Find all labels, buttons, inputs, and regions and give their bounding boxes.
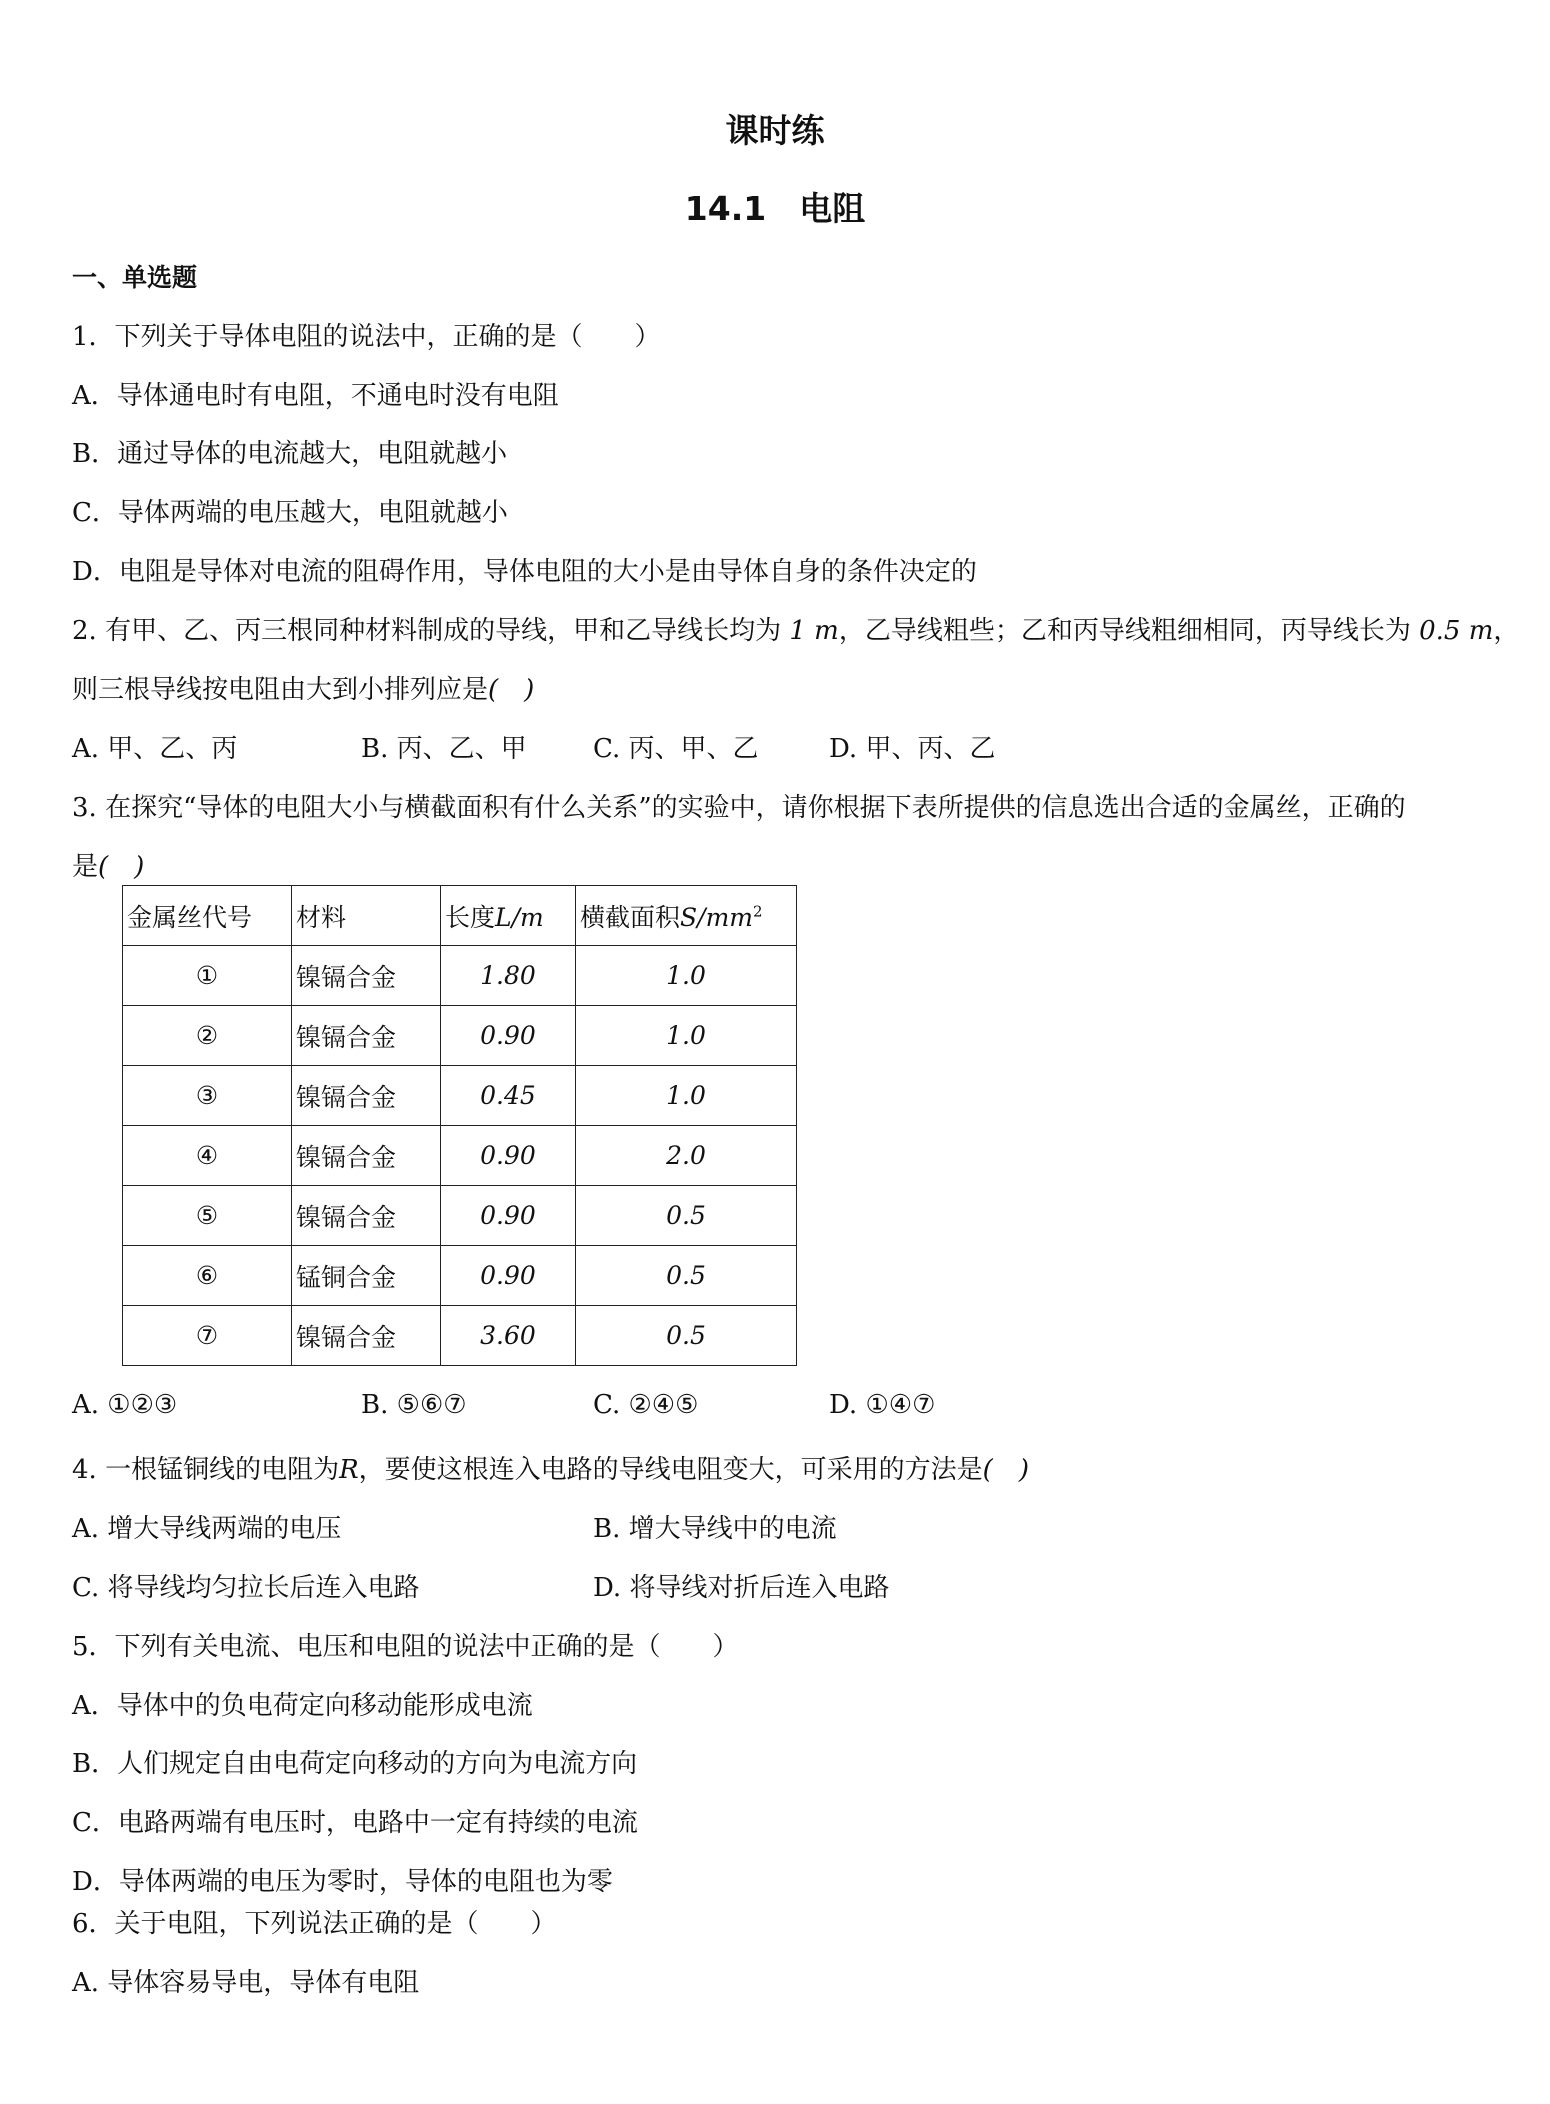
question-1-option-d: D．电阻是导体对电流的阻碍作用，导体电阻的大小是由导体自身的条件决定的: [72, 557, 977, 587]
question-5-option-a: A．导体中的负电荷定向移动能形成电流: [72, 1691, 533, 1721]
table-header-row: [123, 886, 797, 946]
question-6-stem: 6．关于电阻，下列说法正确的是（ ）: [72, 1909, 557, 1939]
wire-length: 1.80: [441, 946, 576, 1006]
wire-area: 1.0: [576, 1066, 797, 1126]
question-5-option-b: B．人们规定自由电荷定向移动的方向为电流方向: [72, 1749, 638, 1779]
table-row: [123, 1126, 797, 1186]
header-material: 材料: [292, 886, 441, 946]
question-2-option-c: C. 丙、甲、乙: [593, 734, 759, 764]
question-3-option-d: D. ①④⑦: [829, 1390, 936, 1420]
wire-length: 0.90: [441, 1186, 576, 1246]
wire-area: 0.5: [576, 1246, 797, 1306]
lesson-subtitle: 14.1 电阻: [684, 189, 866, 228]
question-1-option-a: A．导体通电时有电阻，不通电时没有电阻: [72, 381, 559, 411]
table-row: [123, 1306, 797, 1366]
question-4-option-a: A. 增大导线两端的电压: [72, 1514, 342, 1544]
wire-length: 0.45: [441, 1066, 576, 1126]
wire-material: 镍镉合金: [292, 1066, 441, 1126]
question-1-option-c: C．导体两端的电压越大，电阻就越小: [72, 498, 508, 528]
question-2-option-a: A. 甲、乙、丙: [72, 734, 238, 764]
question-3-option-b: B. ⑤⑥⑦: [361, 1390, 467, 1420]
wire-material: 锰铜合金: [292, 1246, 441, 1306]
question-2-stem-line2: 则三根导线按电阻由大到小排列应是( ): [72, 675, 535, 705]
table-row: [123, 1246, 797, 1306]
question-2-option-b: B. 丙、乙、甲: [361, 734, 527, 764]
wire-material: 镍镉合金: [292, 1186, 441, 1246]
question-2-option-d: D. 甲、丙、乙: [829, 734, 996, 764]
page-title: 课时练: [725, 111, 825, 150]
wire-length: 3.60: [441, 1306, 576, 1366]
table-row: [123, 1186, 797, 1246]
wire-code: ③: [123, 1066, 292, 1126]
question-3-stem-line2: 是( ): [72, 852, 145, 882]
wire-material: 镍镉合金: [292, 1306, 441, 1366]
wire-code: ⑥: [123, 1246, 292, 1306]
wire-code: ①: [123, 946, 292, 1006]
question-2-stem-line1: 2. 有甲、乙、丙三根同种材料制成的导线，甲和乙导线长均为 1 m，乙导线粗些；乙和丙导线粗细相同，丙导线长为 0.5 m，: [72, 616, 1520, 646]
wire-material: 镍镉合金: [292, 1006, 441, 1066]
question-3-option-a: A. ①②③: [72, 1390, 178, 1420]
wire-data-table: [122, 885, 797, 1366]
question-6-option-a: A. 导体容易导电，导体有电阻: [72, 1968, 420, 1998]
wire-length: 0.90: [441, 1246, 576, 1306]
wire-material: 镍镉合金: [292, 946, 441, 1006]
wire-area: 0.5: [576, 1186, 797, 1246]
question-1-stem: 1．下列关于导体电阻的说法中，正确的是（ ）: [72, 322, 661, 352]
question-4-option-b: B. 增大导线中的电流: [593, 1514, 837, 1544]
question-3-option-c: C. ②④⑤: [593, 1390, 699, 1420]
question-4-option-d: D. 将导线对折后连入电路: [593, 1573, 890, 1603]
wire-length: 0.90: [441, 1126, 576, 1186]
section-heading: 一、单选题: [72, 263, 198, 292]
question-3-stem-line1: 3. 在探究“导体的电阻大小与横截面积有什么关系”的实验中，请你根据下表所提供的信息选出合适的金属丝，正确的: [72, 793, 1406, 823]
question-5-stem: 5．下列有关电流、电压和电阻的说法中正确的是（ ）: [72, 1632, 739, 1662]
wire-length: 0.90: [441, 1006, 576, 1066]
wire-code: ④: [123, 1126, 292, 1186]
wire-code: ②: [123, 1006, 292, 1066]
table-row: [123, 1066, 797, 1126]
wire-material: 镍镉合金: [292, 1126, 441, 1186]
question-5-option-d: D．导体两端的电压为零时，导体的电阻也为零: [72, 1867, 613, 1897]
wire-area: 0.5: [576, 1306, 797, 1366]
question-4-option-c: C. 将导线均匀拉长后连入电路: [72, 1573, 420, 1603]
header-area: 横截面积$S/mm^2$: [576, 886, 797, 946]
header-length: 长度L/m: [441, 886, 576, 946]
wire-code: ⑦: [123, 1306, 292, 1366]
question-4-stem: 4. 一根锰铜线的电阻为R，要使这根连入电路的导线电阻变大，可采用的方法是( ): [72, 1455, 1029, 1485]
wire-code: ⑤: [123, 1186, 292, 1246]
wire-area: 1.0: [576, 946, 797, 1006]
table-row: [123, 946, 797, 1006]
header-code: 金属丝代号: [123, 886, 292, 946]
wire-area: 1.0: [576, 1006, 797, 1066]
question-1-option-b: B．通过导体的电流越大，电阻就越小: [72, 439, 508, 469]
table-row: [123, 1006, 797, 1066]
wire-area: 2.0: [576, 1126, 797, 1186]
question-5-option-c: C．电路两端有电压时，电路中一定有持续的电流: [72, 1808, 638, 1838]
